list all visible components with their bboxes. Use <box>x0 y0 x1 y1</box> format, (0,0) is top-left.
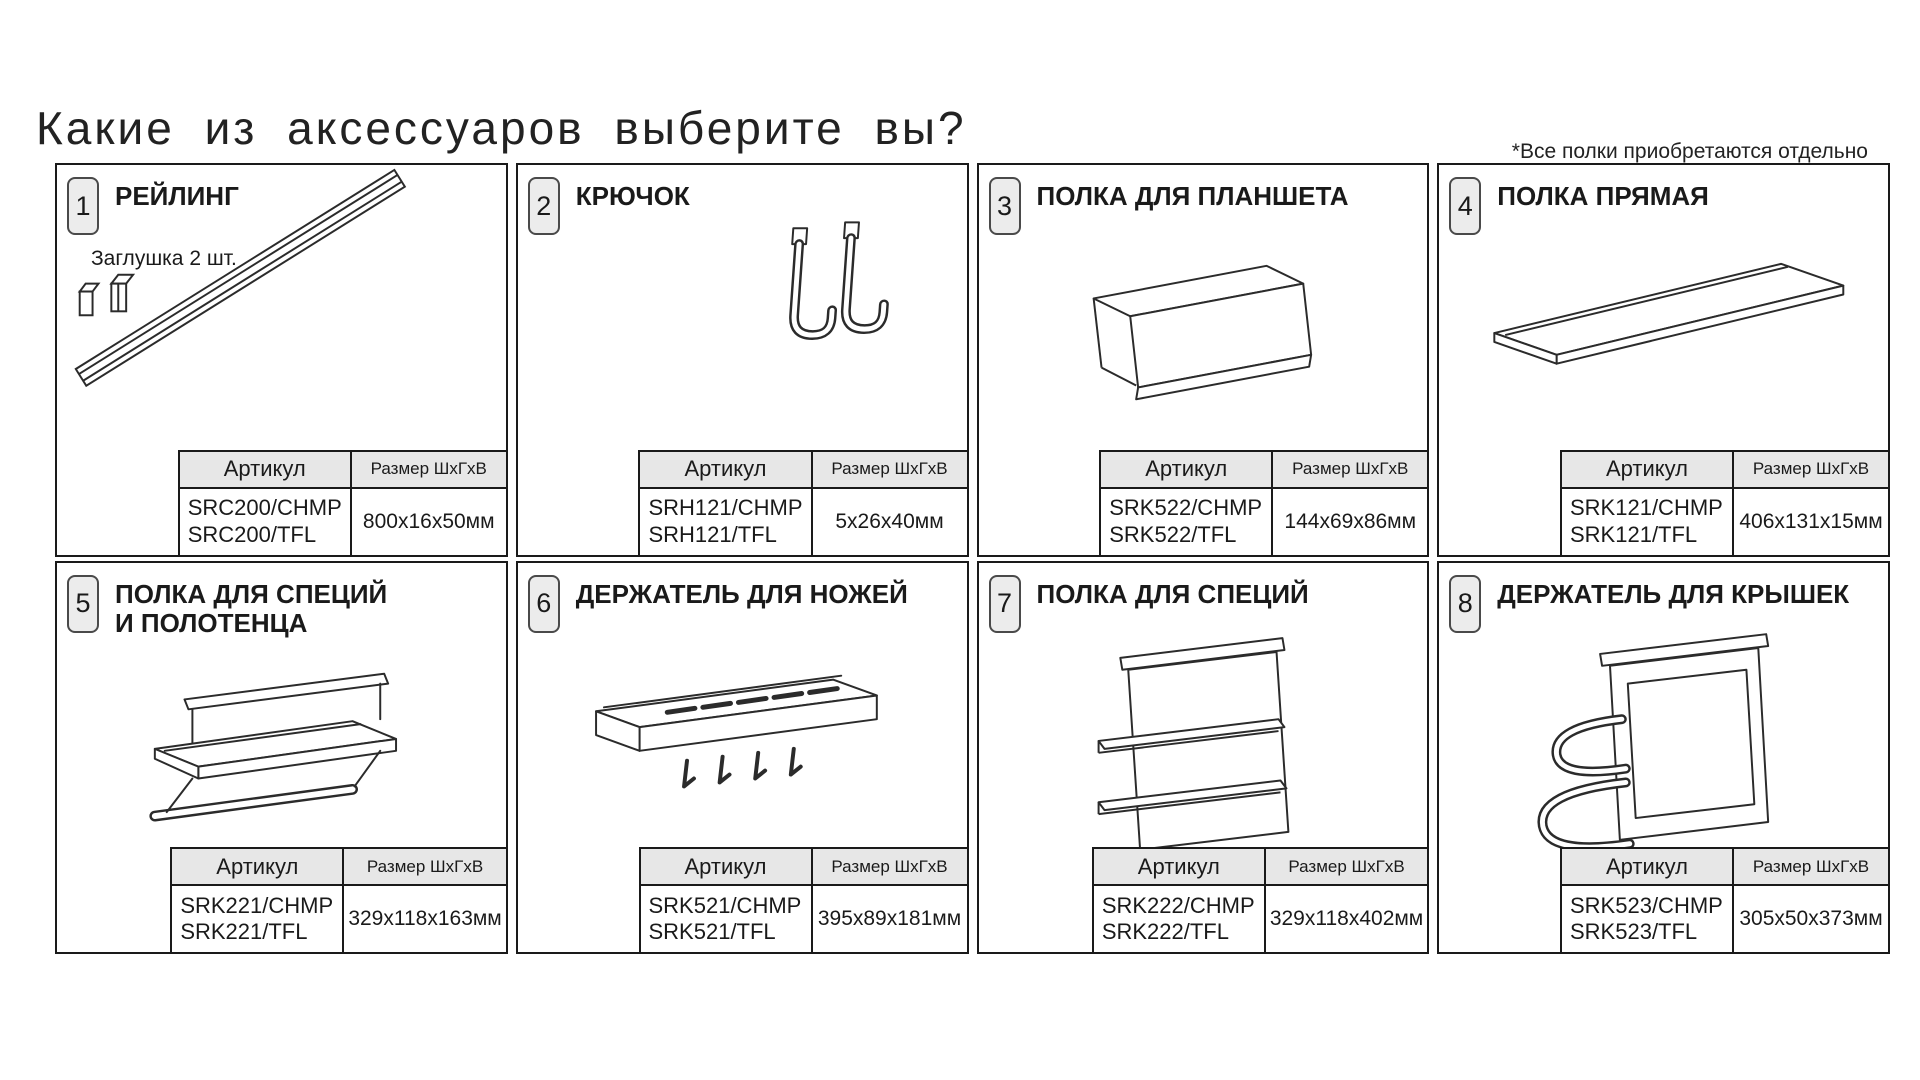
article-code: SRK521/CHMP <box>648 892 802 918</box>
spec-header-article: Артикул <box>179 451 351 488</box>
panel-number-badge: 8 <box>1449 575 1481 633</box>
panel-knife-holder <box>516 561 969 955</box>
panel-spice-shelf <box>977 561 1430 955</box>
panel-number-badge: 6 <box>528 575 560 633</box>
spec-header-size: Размер ШхГхВ <box>1272 451 1428 488</box>
spec-header-size: Размер ШхГхВ <box>812 451 968 488</box>
size-value: 800х16х50мм <box>351 488 507 556</box>
article-code: SRK221/TFL <box>180 919 308 944</box>
article-code: SRK121/TFL <box>1570 521 1698 547</box>
panel-title: КРЮЧОК <box>575 181 690 211</box>
spec-header-article: Артикул <box>171 848 343 885</box>
article-code: SRK523/CHMP <box>1570 892 1723 918</box>
size-value: 406х131х15мм <box>1733 488 1889 556</box>
panel-tablet-shelf <box>977 163 1430 557</box>
article-code: SRC200/CHMP <box>187 495 342 521</box>
spec-header-size: Размер ШхГхВ <box>1265 848 1428 885</box>
spec-header-size: Размер ШхГхВ <box>1733 451 1889 488</box>
size-value: 395х89х181мм <box>812 885 968 953</box>
spec-table <box>1560 847 1890 954</box>
accessories-grid <box>55 163 1890 954</box>
spec-table <box>1560 450 1890 557</box>
spec-header-size: Размер ШхГхВ <box>1733 848 1889 885</box>
spec-header-article: Артикул <box>1100 451 1272 488</box>
panel-title: РЕЙЛИНГ <box>115 181 239 211</box>
spec-table <box>1099 450 1429 557</box>
panel-number-badge: 3 <box>989 177 1021 235</box>
page-title: Какие из аксессуаров выберите вы? <box>36 101 967 154</box>
article-code: SRK521/TFL <box>648 919 776 944</box>
panel-number-badge: 5 <box>67 575 99 633</box>
article-code: SRK221/CHMP <box>180 892 334 918</box>
spec-header-article: Артикул <box>639 451 811 488</box>
article-code: SRK522/TFL <box>1109 521 1237 547</box>
panel-number-badge: 2 <box>528 177 560 235</box>
spec-header-size: Размер ШхГхВ <box>351 451 507 488</box>
panel-title: ПОЛКА ДЛЯ СПЕЦИЙ <box>1036 578 1309 609</box>
panel-number-badge: 4 <box>1449 177 1481 235</box>
article-code: SRH121/CHMP <box>648 495 803 521</box>
panel-straight-shelf <box>1437 163 1890 557</box>
spec-table <box>1092 847 1429 954</box>
spec-table <box>170 847 507 954</box>
panel-spice-towel-shelf <box>55 561 508 955</box>
spec-table <box>638 450 968 557</box>
article-code: SRK222/CHMP <box>1101 892 1255 918</box>
spec-header-size: Размер ШхГхВ <box>812 848 968 885</box>
size-value: 329х118х163мм <box>343 885 506 953</box>
panel-title: ПОЛКА ДЛЯ ПЛАНШЕТА <box>1036 181 1349 211</box>
article-code: SRK121/CHMP <box>1570 495 1723 521</box>
article-code: SRK522/CHMP <box>1109 495 1263 521</box>
article-code: SRK523/TFL <box>1570 919 1698 944</box>
panel-lid-holder <box>1437 561 1890 955</box>
panel-railing <box>55 163 508 557</box>
panel-number-badge: 7 <box>989 575 1021 633</box>
article-code: SRK222/TFL <box>1101 919 1229 944</box>
size-value: 5х26х40мм <box>812 488 968 556</box>
spec-header-article: Артикул <box>1561 848 1733 885</box>
spec-header-article: Артикул <box>640 848 812 885</box>
panel-title: ПОЛКА ПРЯМАЯ <box>1497 181 1709 211</box>
size-value: 305х50х373мм <box>1733 885 1889 953</box>
spec-header-article: Артикул <box>1093 848 1265 885</box>
panel-hook <box>516 163 969 557</box>
panel-title: ДЕРЖАТЕЛЬ ДЛЯ КРЫШЕК <box>1497 578 1850 609</box>
spec-header-article: Артикул <box>1561 451 1733 488</box>
panel-number-badge: 1 <box>67 177 99 235</box>
spec-table <box>639 847 969 954</box>
article-code: SRC200/TFL <box>187 521 317 547</box>
spec-table <box>178 450 508 557</box>
size-value: 144х69х86мм <box>1272 488 1428 556</box>
panel-subtitle: Заглушка 2 шт. <box>91 247 237 270</box>
footnote-shelves-sold-separately: *Все полки приобретаются отдельно <box>1511 140 1868 163</box>
size-value: 329х118х402мм <box>1265 885 1428 953</box>
panel-title: ДЕРЖАТЕЛЬ ДЛЯ НОЖЕЙ <box>575 578 908 609</box>
spec-header-size: Размер ШхГхВ <box>343 848 506 885</box>
panel-title: ПОЛКА ДЛЯ СПЕЦИЙ И ПОЛОТЕНЦА <box>115 578 388 638</box>
article-code: SRH121/TFL <box>648 521 777 547</box>
